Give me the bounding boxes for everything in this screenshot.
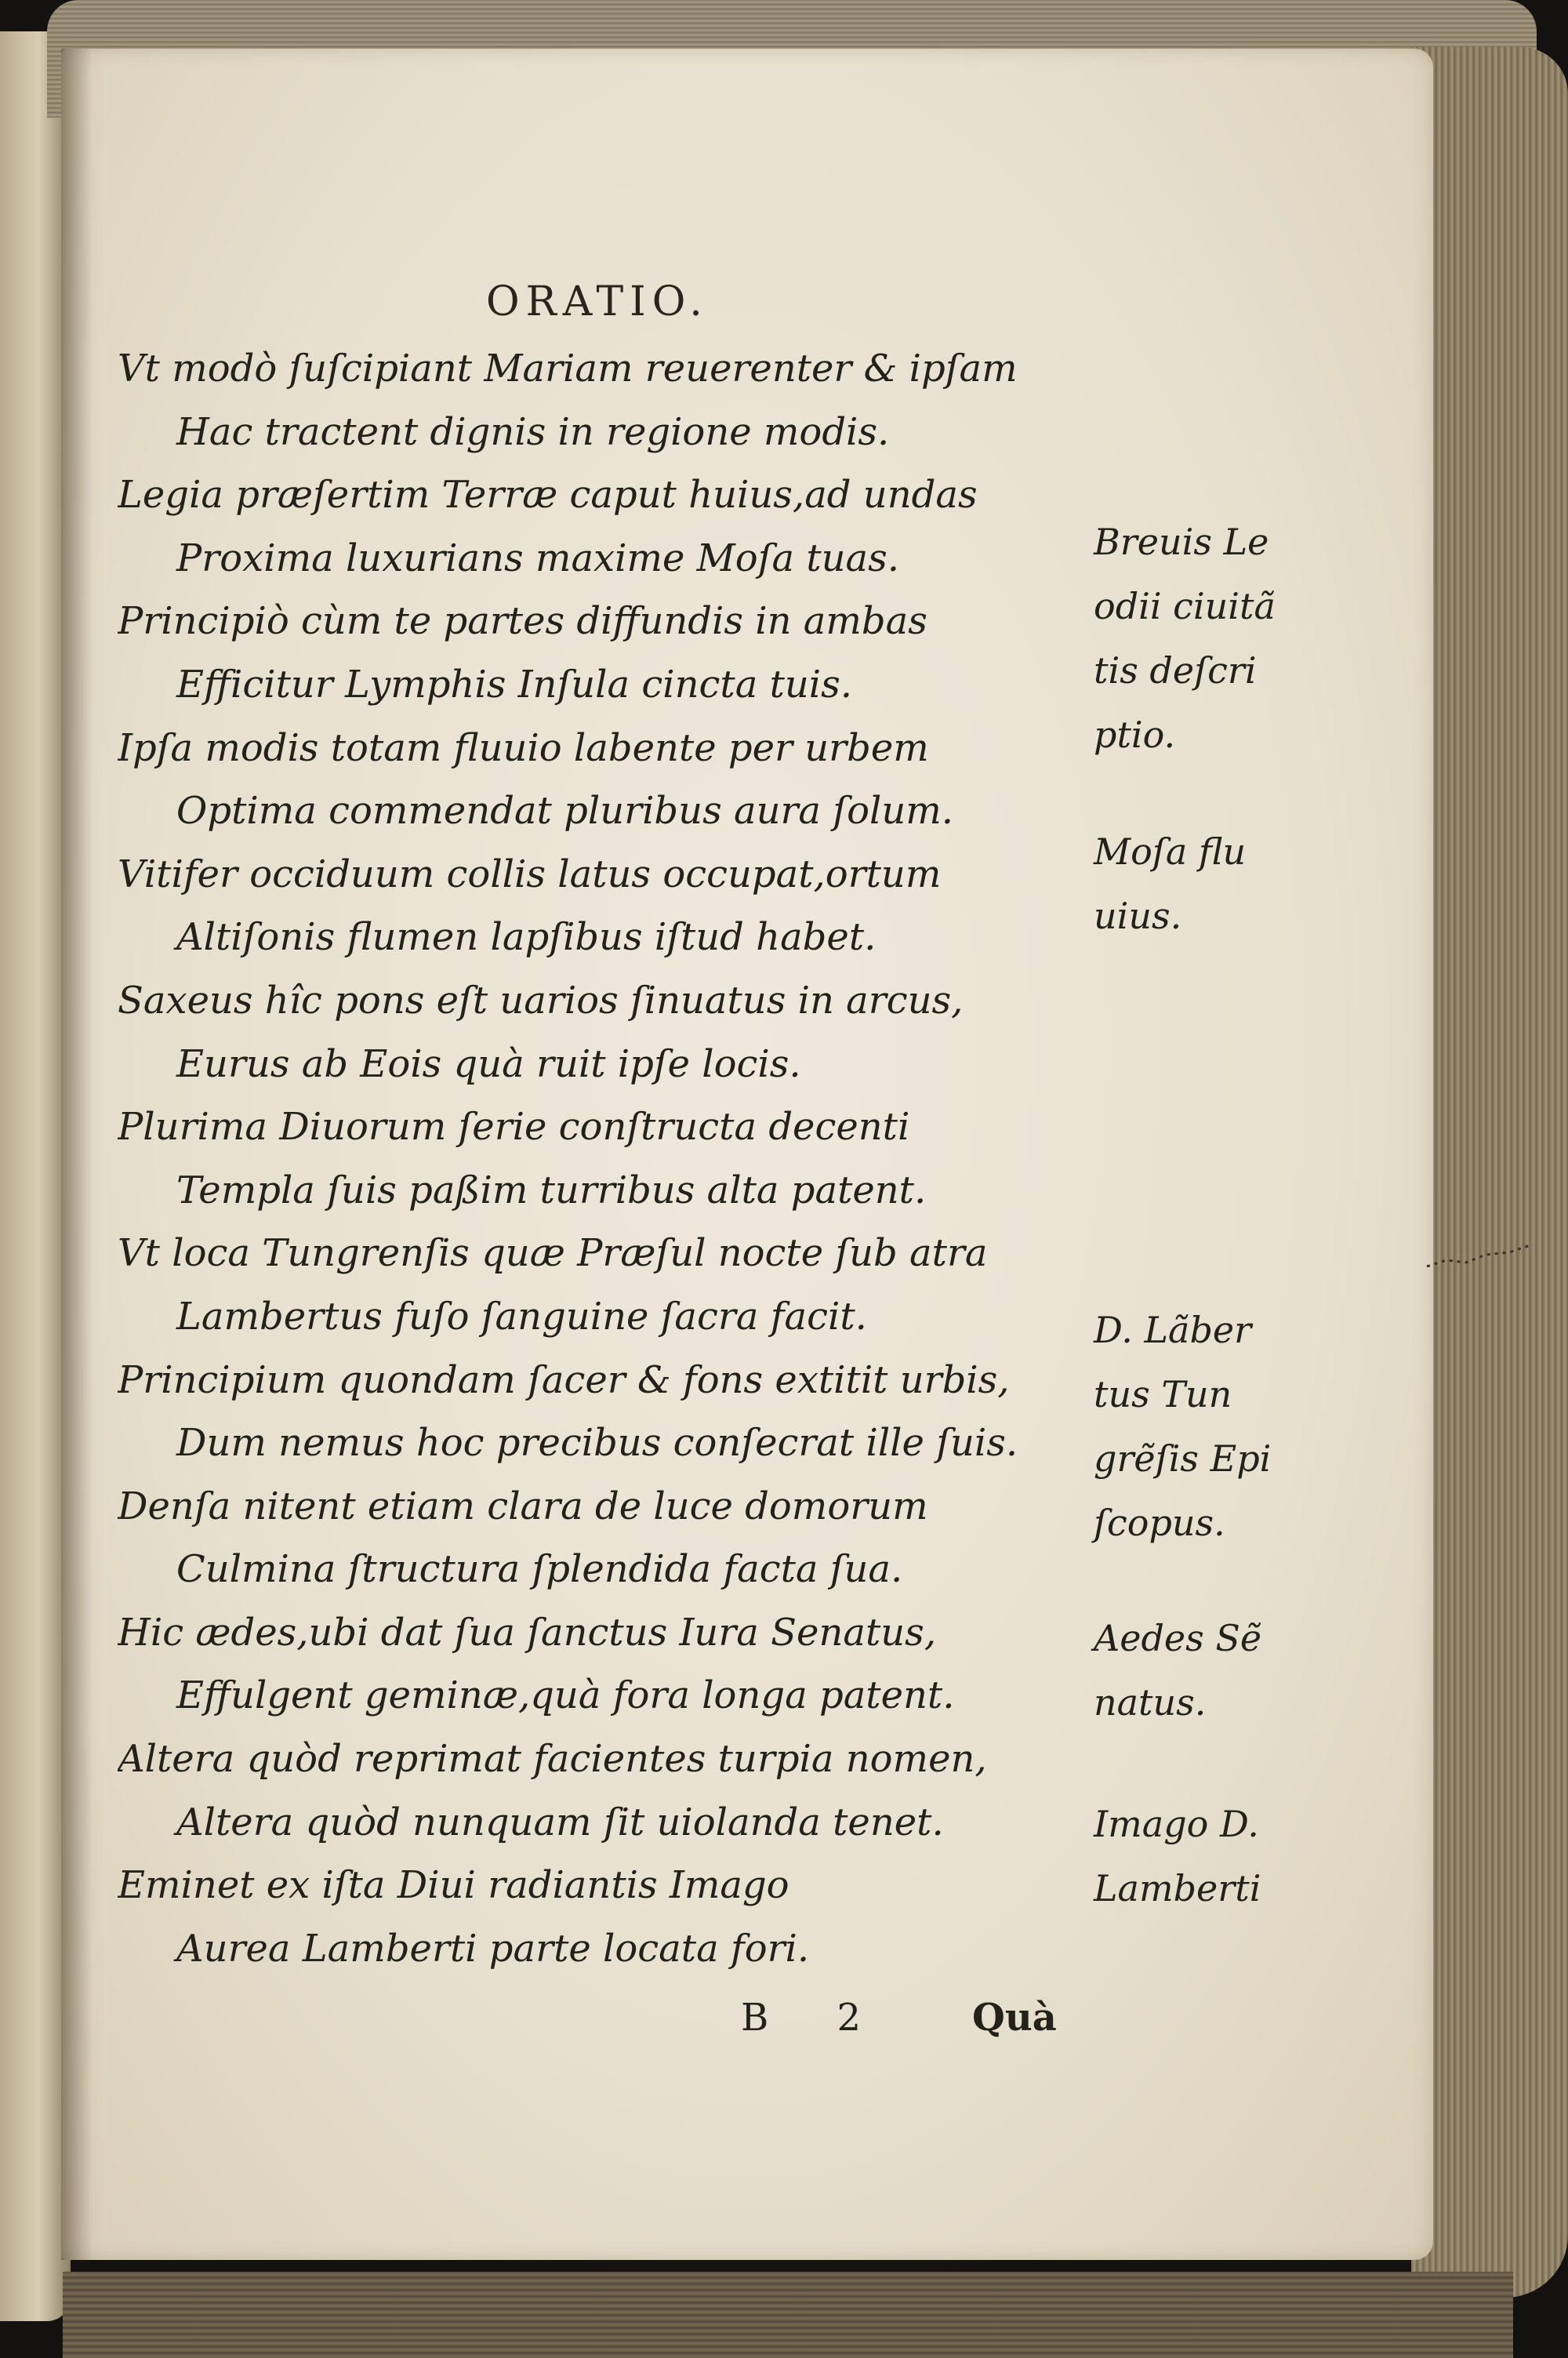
- verse-line: Legia præſertim Terræ caput huius,ad undas: [118, 473, 978, 518]
- verse-line: Dum nemus hoc precibus conſecrat ille ſuis.: [176, 1421, 1018, 1466]
- marginal-note-line: Imago D.: [1094, 1803, 1259, 1845]
- marginal-note-line: odii ciuitã: [1094, 585, 1276, 627]
- marginal-note-lambertus: [1094, 1298, 1298, 1555]
- bottom-page-edges: [63, 2272, 1513, 2358]
- marginal-note-line: tis deſcri: [1094, 649, 1257, 692]
- verse-line: Eurus ab Eois quà ruit ipſe locis.: [176, 1041, 801, 1086]
- verse-line: Proxima luxurians maxime Moſa tuas.: [176, 536, 900, 580]
- fore-edge: [1411, 47, 1568, 2298]
- verse-line: Principiò cùm te partes diffundis in ambas: [118, 599, 927, 644]
- marginal-note-line: Lamberti: [1094, 1867, 1261, 1909]
- verse-line: Principium quondam ſacer & fons extitit urbis,: [118, 1357, 1010, 1402]
- gutter-shadow: [61, 49, 93, 2260]
- verse-line: Eminet ex iſta Diui radiantis Imago: [118, 1863, 789, 1908]
- marginal-note-line: ptio.: [1094, 714, 1176, 756]
- marginal-note-mosa: [1094, 819, 1298, 948]
- verse-line: Plurima Diuorum ſerie conſtructa decenti: [118, 1105, 910, 1150]
- verse-line: Culmina ſtructura ſplendida facta ſua.: [176, 1547, 903, 1592]
- verse-block: [118, 337, 1035, 1980]
- marginal-note-leodii: [1094, 510, 1298, 767]
- marginal-note-line: uius.: [1094, 895, 1182, 937]
- signature-mark: B 2: [741, 1996, 890, 2040]
- verse-line: Vt loca Tungrenſis quæ Præſul nocte ſub atra: [118, 1231, 988, 1276]
- marginal-note-line: grẽſis Epi: [1094, 1437, 1272, 1480]
- facing-page-edge: [0, 31, 71, 2321]
- verse-line: Denſa nitent etiam clara de luce domorum: [118, 1484, 928, 1528]
- verse-line: Vitifer occiduum collis latus occupat,ortum: [118, 852, 942, 896]
- marginal-note-line: Moſa flu: [1094, 830, 1247, 873]
- catchword: Quà: [972, 1996, 1057, 2040]
- verse-line: Aurea Lamberti parte locata fori.: [176, 1926, 810, 1971]
- marginal-note-line: tus Tun: [1094, 1373, 1232, 1415]
- verse-line: Hic ædes,ubi dat ſua ſanctus Iura Senatus,: [118, 1610, 937, 1655]
- verse-line: Optima commendat pluribus aura ſolum.: [176, 789, 954, 834]
- marginal-note-line: Aedes Sẽ: [1094, 1617, 1262, 1659]
- verse-line: Ipſa modis totam fluuio labente per urbem: [118, 725, 929, 770]
- verse-line: Saxeus hîc pons eſt uarios ſinuatus in arcus,: [118, 978, 964, 1023]
- verse-line: Lambertus fuſo ſanguine ſacra facit.: [176, 1294, 867, 1339]
- marginal-note-imago: [1094, 1792, 1298, 1920]
- verse-line: Altera quòd nunquam ſit uiolanda tenet.: [176, 1800, 944, 1844]
- marginal-note-line: Breuis Le: [1094, 521, 1269, 563]
- verse-line: Vt modò ſuſcipiant Mariam reuerenter & ipſam: [118, 347, 1018, 391]
- marginal-note-line: natus.: [1094, 1681, 1207, 1724]
- verse-line: Hac tractent dignis in regione modis.: [176, 409, 890, 454]
- verse-line: Efficitur Lymphis Inſula cincta tuis.: [176, 662, 853, 707]
- verse-line: Altiſonis flumen lapſibus iſtud habet.: [176, 915, 877, 960]
- verse-line: Effulgent geminæ,quà fora longa patent.: [176, 1673, 955, 1718]
- marginal-note-line: ſcopus.: [1094, 1502, 1225, 1544]
- marginal-note-aedes: [1094, 1606, 1298, 1735]
- verse-line: Templa ſuis paßim turribus alta patent.: [176, 1168, 927, 1212]
- marginal-note-line: D. Lãber: [1094, 1309, 1252, 1351]
- verse-line: Altera quòd reprimat facientes turpia nomen,: [118, 1737, 987, 1782]
- page-heading: ORATIO.: [486, 278, 709, 325]
- ink-stain-mark: [1423, 1235, 1541, 1282]
